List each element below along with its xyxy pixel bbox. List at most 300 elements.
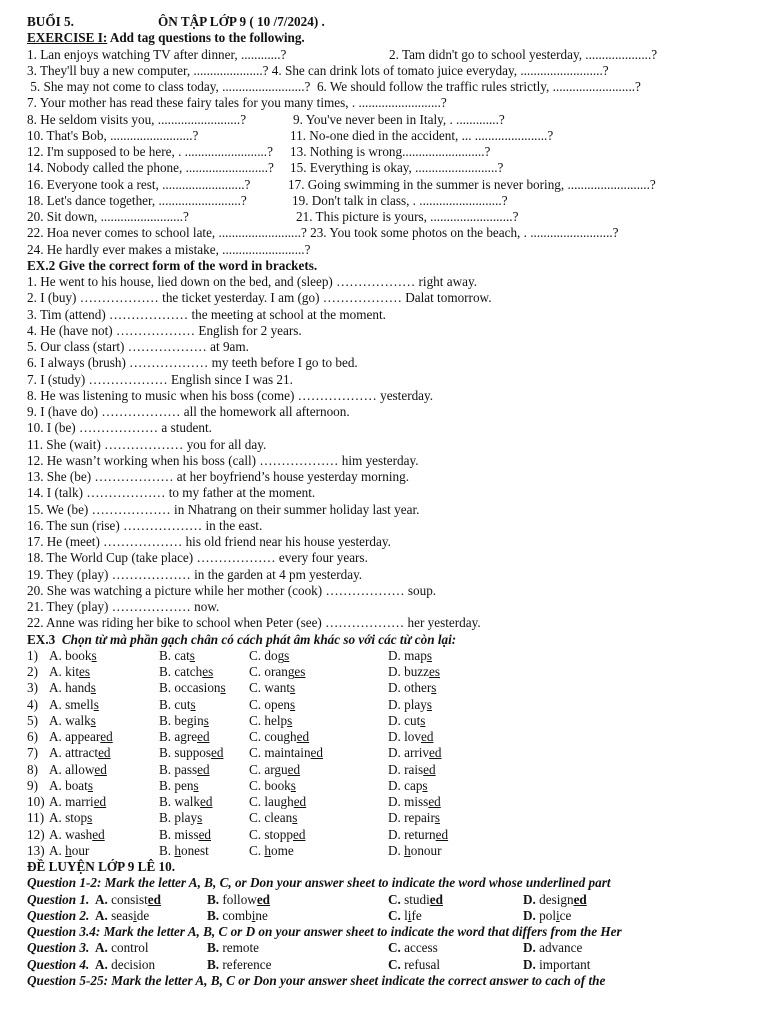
tag-question: 17. Going swimming in the summer is never boring, .........................? (288, 176, 656, 192)
ex3-option-a (49, 664, 90, 680)
ex2-list (27, 274, 757, 632)
ex3-option-a (49, 827, 105, 843)
word-part: D. other (388, 680, 432, 696)
ex3-option-b (159, 843, 209, 859)
option-letter: B. (207, 891, 220, 907)
ex3-option-c (249, 713, 292, 729)
underlined-part: es (294, 664, 306, 679)
ex3-option-d (388, 843, 442, 859)
ex3-option-b (159, 729, 210, 745)
ex3-row (27, 794, 757, 810)
word-part: B. (159, 842, 175, 858)
ex3-row (27, 648, 757, 664)
answer-option-c (388, 892, 443, 908)
ex3-row (27, 729, 757, 745)
underlined-part: ed (147, 891, 161, 907)
ex1-row (27, 112, 757, 128)
ex1-row (27, 128, 757, 144)
tag-question: 12. I'm supposed to be here, . .........................? (27, 144, 273, 159)
ex3-option-b (159, 827, 211, 843)
ex3-row (27, 713, 757, 729)
word-part: our (71, 842, 90, 858)
word-part: ce (559, 907, 572, 923)
underlined-part: s (189, 647, 195, 663)
word-part: A. hand (49, 680, 91, 696)
underlined-part: s (431, 680, 437, 696)
tag-question: 3. They'll buy a new computer, .....................? 4. She can drink lots of tomato juice everyday, .........................? (27, 62, 609, 78)
ex3-option-c (249, 680, 295, 696)
word-part: A. attract (49, 745, 99, 761)
word-part: D. arriv (388, 745, 430, 761)
underlined-part: h (65, 842, 72, 858)
ex2-item: 13. She (be) ……………… at her boyfriend’s house yesterday morning. (27, 469, 409, 484)
word-part: C. cough (249, 729, 297, 744)
ex1-label: EXERCISE I: (27, 30, 108, 46)
q34-instruction: Question 3.4: Mark the letter A, B, C or D on your answer sheet to indicate the word that differs from the Her (27, 924, 622, 939)
underlined-part: ed (423, 761, 436, 777)
ex3-option-b (159, 648, 195, 664)
ex3-option-d (388, 648, 432, 664)
underlined-part: h (404, 842, 411, 858)
ex3-option-d (388, 680, 436, 696)
word-part: D. buzz (388, 664, 430, 679)
underlined-part: ed (310, 745, 323, 761)
word-part: C. stopp (249, 826, 293, 842)
option-letter: B. (207, 956, 220, 972)
word-part: reference (219, 956, 272, 972)
word-part: decision (107, 956, 156, 972)
word-part: B. suppos (159, 745, 212, 761)
underlined-part: ed (429, 745, 442, 761)
ex3-instruction: Chọn từ mà phần gạch chân có cách phát âm khác so với các từ còn lại: (55, 631, 457, 647)
ex3-label: EX.3 (27, 631, 56, 647)
option-letter: D. (523, 891, 536, 907)
tag-question: 19. Don't talk in class, . .........................? (292, 192, 508, 208)
word-part: B. pen (159, 777, 194, 793)
ex3-row-number: 10) (27, 794, 45, 809)
ex3-option-b (159, 664, 213, 680)
answer-option-b (207, 892, 270, 908)
underlined-part: es (429, 664, 441, 679)
ex2-item: 20. She was watching a picture while her mother (cook) ……………… soup. (27, 582, 437, 598)
answer-option-c (388, 957, 440, 973)
word-part: C. clean (249, 810, 293, 826)
word-part: D. cap (388, 777, 423, 793)
ex3-row (27, 745, 757, 761)
answer-option-a (95, 892, 161, 908)
underlined-part: ed (420, 729, 434, 744)
ex3-option-a (49, 745, 111, 761)
option-letter: A. (95, 956, 108, 972)
ex3-row-number: 6) (27, 729, 38, 744)
ex2-item: 15. We (be) ……………… in Nhatrang on their summer holiday last year. (27, 501, 420, 517)
option-letter: D. (523, 956, 536, 972)
word-part: advance (535, 940, 583, 956)
underlined-part: s (422, 777, 428, 793)
underlined-part: s (420, 712, 426, 728)
word-part: pol (535, 907, 556, 923)
tag-question: 24. He hardly ever makes a mistake, .........................? (27, 241, 311, 257)
word-part: ome (270, 842, 294, 858)
underlined-part: s (426, 696, 432, 712)
word-part: B. occasion (159, 680, 221, 696)
ex3-row-number: 8) (27, 761, 38, 777)
underlined-part: s (87, 810, 93, 826)
word-part: remote (219, 940, 260, 956)
q12-instruction: Question 1-2: Mark the letter A, B, C, or Don your answer sheet to indicate the word whose underlined part (27, 875, 611, 891)
ex2-item: 18. The World Cup (take place) ……………… every four years. (27, 550, 368, 566)
word-part: C. argu (249, 761, 288, 777)
underlined-part: s (203, 712, 209, 728)
answer-option-c (388, 908, 422, 924)
tag-question: 11. No-one died in the accident, ... ......................? (290, 127, 554, 143)
ex3-option-c (249, 827, 305, 843)
ex2-item: 22. Anne was riding her bike to school when Peter (see) ……………… her yesterday. (27, 615, 481, 631)
underlined-part: ed (256, 891, 271, 907)
word-part: A. appear (49, 729, 101, 744)
ex2-item: 21. They (play) ……………… now. (27, 599, 220, 614)
underlined-part: ed (429, 891, 443, 907)
question-label: Question 2. (27, 907, 90, 923)
ex3-option-c (249, 648, 289, 664)
word-part: A. walk (49, 712, 91, 728)
tag-question: 16. Everyone took a rest, .........................? (27, 176, 251, 192)
ex3-option-d (388, 697, 432, 713)
tag-question: 10. That's Bob, .........................? (27, 127, 199, 143)
ex3-option-c (249, 843, 294, 859)
ex2-item: 3. Tim (attend) ……………… the meeting at school at the moment. (27, 306, 386, 322)
question-4 (27, 957, 757, 973)
ex1-row (27, 79, 757, 95)
ex3-option-d (388, 664, 440, 680)
answer-option-b (207, 957, 271, 973)
ex1-row (27, 160, 757, 176)
answer-option-d (523, 940, 582, 956)
ex3-option-a (49, 762, 107, 778)
underlined-part: ed (98, 745, 111, 761)
ex3-row-number: 13) (27, 842, 45, 858)
underlined-part: s (284, 647, 290, 663)
underlined-part: es (79, 664, 91, 679)
ex3-option-b (159, 713, 209, 729)
ex1-row (27, 225, 757, 241)
ex3-row-number: 12) (27, 826, 45, 842)
ex1-row (27, 193, 757, 209)
word-part: A. wash (49, 826, 93, 842)
word-part: D. map (388, 647, 427, 663)
ex3-option-b (159, 810, 202, 826)
underlined-part: s (290, 696, 296, 712)
option-letter: B. (207, 940, 220, 956)
underlined-part: s (290, 777, 296, 793)
word-part: C. (249, 842, 265, 858)
tag-question: 2. Tam didn't go to school yesterday, ....................? (389, 46, 658, 62)
ex3-option-a (49, 680, 96, 696)
ex3-option-c (249, 745, 323, 761)
ex2-item: 2. I (buy) ……………… the ticket yesterday. I am (go) ……………… Dalat tomorrow. (27, 290, 492, 306)
ex3-option-c (249, 697, 295, 713)
ex3-option-a (49, 794, 106, 810)
ex3-option-b (159, 794, 212, 810)
ex1-row (27, 144, 757, 160)
underlined-part: i (133, 907, 137, 923)
ex3-option-d (388, 729, 433, 745)
ex3-option-d (388, 762, 436, 778)
ex3-option-a (49, 843, 89, 859)
ex2-item: 5. Our class (start) ……………… at 9am. (27, 339, 249, 354)
underlined-part: s (190, 696, 196, 712)
ex3-row-number: 2) (27, 664, 38, 679)
answer-option-c (388, 940, 438, 956)
word-part: A. book (49, 647, 92, 663)
underlined-part: s (426, 647, 432, 663)
underlined-part: s (93, 696, 99, 712)
underlined-part: ed (92, 826, 105, 842)
word-part: B. cut (159, 696, 191, 712)
question-label: Question 1. (27, 891, 90, 907)
word-part: D. rais (388, 761, 424, 777)
ex2-item: 4. He (have not) ……………… English for 2 years. (27, 322, 302, 338)
option-letter: D. (523, 907, 536, 923)
ex2-item: 7. I (study) ……………… English since I was 21. (27, 371, 293, 387)
ex3-row (27, 664, 757, 680)
ex3-option-a (49, 778, 93, 794)
question-3 (27, 940, 757, 956)
word-part: D. (388, 842, 405, 858)
tag-question: 22. Hoa never comes to school late, .........................? 23. You took some photos on the beach, . .........................? (27, 225, 619, 241)
underlined-part: es (202, 664, 214, 679)
ex2-item: 10. I (be) ……………… a student. (27, 420, 212, 436)
word-part: ne (255, 907, 268, 923)
option-letter: A. (95, 907, 108, 923)
ex3-row-number: 3) (27, 680, 38, 696)
ex3-row (27, 680, 757, 696)
underlined-part: ed (93, 794, 107, 809)
word-part: D. return (388, 826, 436, 842)
word-part: D. miss (388, 794, 429, 809)
underlined-part: s (290, 680, 296, 696)
word-part: C. want (249, 680, 291, 696)
worksheet-page (27, 14, 757, 989)
word-part: follow (219, 891, 257, 907)
answer-option-b (207, 908, 268, 924)
answer-option-d (523, 957, 590, 973)
ex3-option-b (159, 745, 223, 761)
ex3-option-d (388, 810, 440, 826)
word-part: l (400, 907, 408, 923)
session-label: BUỔI 5. (27, 14, 74, 29)
ex3-option-d (388, 827, 448, 843)
underlined-part: ed (200, 794, 213, 809)
tag-question: 14. Nobody called the phone, .........................? (27, 160, 274, 176)
word-part: comb (219, 907, 252, 923)
ex3-option-c (249, 778, 296, 794)
ex3-option-a (49, 810, 92, 826)
word-part: D. lov (388, 729, 421, 744)
underlined-part: ed (293, 794, 307, 809)
ex1-row (27, 242, 757, 258)
word-part: A. allow (49, 761, 95, 777)
word-part: studi (400, 891, 430, 907)
word-part: C. maintain (249, 745, 311, 761)
ex3-option-a (49, 713, 96, 729)
ex2-item: 12. He wasn’t working when his boss (call) ……………… him yesterday. (27, 452, 419, 468)
word-part: C. laugh (249, 794, 294, 809)
option-letter: D. (523, 940, 536, 956)
ex3-option-c (249, 794, 306, 810)
ex3-row (27, 810, 757, 826)
answer-option-a (95, 940, 148, 956)
ex3-option-c (249, 664, 305, 680)
tag-question: 7. Your mother has read these fairy tales for you many times, . .........................? (27, 95, 447, 111)
underlined-part: ed (211, 745, 224, 761)
underlined-part: s (87, 777, 93, 793)
ex2-item: 19. They (play) ……………… in the garden at 4 pm yesterday. (27, 566, 363, 582)
header-line (27, 14, 757, 30)
ex3-option-d (388, 794, 441, 810)
answer-option-b (207, 940, 259, 956)
ex3-row-number: 11) (27, 810, 45, 826)
word-part: B. miss (159, 826, 199, 842)
ex1-row (27, 63, 757, 79)
tag-question: 21. This picture is yours, .........................? (296, 209, 519, 224)
ex3-option-d (388, 745, 441, 761)
word-part: C. open (249, 696, 291, 712)
tag-question: 13. Nothing is wrong.........................? (290, 144, 491, 159)
word-part: important (535, 956, 591, 972)
word-part: refusal (400, 956, 441, 972)
underlined-part: ed (197, 729, 210, 744)
ex2-item: 9. I (have do) ……………… all the homework all afternoon. (27, 404, 350, 419)
underlined-part: s (193, 777, 199, 793)
word-part: A. stop (49, 810, 88, 826)
word-part: B. walk (159, 794, 201, 809)
option-letter: C. (388, 940, 401, 956)
q525-instruction: Question 5-25: Mark the letter A, B, C or Don your answer sheet indicate the correct answer to cach of the (27, 972, 606, 988)
underlined-part: ed (94, 761, 107, 777)
ex3-option-b (159, 697, 196, 713)
ex2-item: 16. The sun (rise) ……………… in the east. (27, 517, 263, 533)
ex3-heading (27, 632, 757, 648)
word-part: fe (411, 907, 422, 923)
underlined-part: s (220, 680, 226, 696)
word-part: C. orang (249, 664, 295, 679)
word-part: A. marri (49, 794, 94, 809)
ex2-item: 14. I (talk) ……………… to my father at the moment. (27, 485, 316, 501)
underlined-part: s (91, 647, 97, 663)
ex3-row (27, 827, 757, 843)
question-label: Question 3. (27, 940, 90, 956)
word-part: D. repair (388, 810, 435, 826)
underlined-part: ed (296, 729, 310, 744)
underlined-part: s (287, 712, 293, 728)
underlined-part: s (434, 810, 441, 826)
underlined-part: i (251, 907, 256, 923)
word-part: C. book (249, 777, 291, 793)
option-letter: C. (388, 907, 401, 923)
ex3-option-c (249, 762, 300, 778)
word-part: control (107, 940, 149, 956)
question-1 (27, 892, 757, 908)
word-part: B. play (159, 810, 198, 826)
answer-option-a (95, 957, 155, 973)
ex3-option-a (49, 648, 97, 664)
ex2-item: 17. He (meet) ……………… his old friend near his house yesterday. (27, 534, 391, 549)
ex3-option-c (249, 810, 297, 826)
ex1-row (27, 47, 757, 63)
word-part: design (535, 891, 574, 907)
word-part: D. play (388, 696, 427, 712)
word-part: onour (410, 842, 442, 858)
ex3-row-number: 5) (27, 712, 38, 728)
ex3-row (27, 778, 757, 794)
tag-question: 5. She may not come to class today, .........................? 6. We should follow the traffic rules strictly, .........................? (27, 79, 641, 94)
underlined-part: s (292, 810, 298, 826)
word-part: C. dog (249, 647, 285, 663)
word-part: access (400, 940, 438, 956)
underlined-part: s (90, 680, 96, 696)
underlined-part: ed (197, 761, 210, 777)
underlined-part: s (90, 712, 96, 728)
question-label: Question 4. (27, 956, 90, 972)
ex3-row (27, 697, 757, 713)
word-part: D. cut (388, 712, 421, 728)
word-part: B. agre (159, 729, 198, 744)
underlined-part: h (174, 842, 181, 858)
option-letter: B. (207, 907, 220, 923)
ex1-row (27, 95, 757, 111)
ex3-row (27, 762, 757, 778)
word-part: A. boat (49, 777, 88, 793)
answer-option-a (95, 908, 149, 924)
underlined-part: i (407, 907, 412, 923)
ex2-item: 8. He was listening to music when his boss (come) ……………… yesterday. (27, 387, 434, 403)
option-letter: A. (95, 940, 108, 956)
word-part: A. kit (49, 664, 80, 679)
ex2-item: 11. She (wait) ……………… you for all day. (27, 436, 267, 452)
ex2-item: 6. I always (brush) ……………… my teeth before I go to bed. (27, 355, 358, 371)
tag-question: 20. Sit down, .........................? (27, 209, 189, 224)
ex3-option-d (388, 778, 428, 794)
ex3-option-a (49, 697, 99, 713)
underlined-part: s (197, 810, 203, 826)
word-part: B. begin (159, 712, 204, 728)
test-heading: ĐỀ LUYỆN LỚP 9 LÊ 10. (27, 859, 176, 874)
ex1-row (27, 209, 757, 225)
ex3-row (27, 843, 757, 859)
answer-option-d (523, 892, 587, 908)
ex3-list (27, 648, 757, 859)
underlined-part: i (555, 907, 560, 923)
underlined-part: h (264, 842, 271, 858)
ex3-row-number: 4) (27, 696, 38, 712)
underlined-part: ed (435, 826, 449, 842)
tag-question: 8. He seldom visits you, .........................? (27, 111, 247, 127)
worksheet-title: ÔN TẬP LỚP 9 ( 10 /7/2024) . (158, 14, 325, 29)
ex2-item: 1. He went to his house, lied down on the bed, and (sleep) ……………… right away. (27, 274, 477, 289)
ex3-option-a (49, 729, 113, 745)
word-part: de (136, 907, 150, 923)
word-part: B. cat (159, 647, 190, 663)
tag-question: 9. You've never been in Italy, . .............? (293, 111, 505, 127)
question-2 (27, 908, 757, 924)
word-part: onest (180, 842, 209, 858)
ex3-option-c (249, 729, 309, 745)
underlined-part: ed (573, 891, 587, 907)
word-part: A. (49, 842, 66, 858)
underlined-part: ed (292, 826, 306, 842)
ex3-option-d (388, 713, 425, 729)
